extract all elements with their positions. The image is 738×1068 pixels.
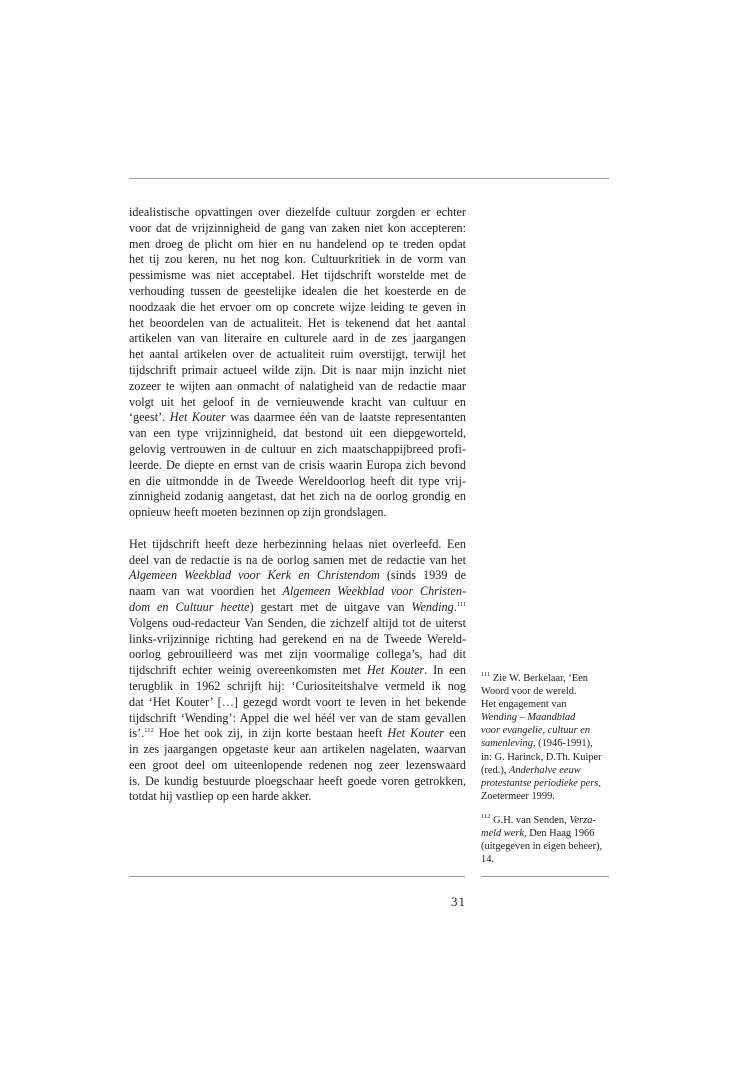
footnote-text: Zie W. Berkelaar, ‘Een <box>492 673 588 684</box>
text-line: een groot deel om uiteenlopende redenen nog zeer lezenswaard <box>129 757 466 772</box>
footnote-111-line: Zoetermeer 1999. <box>481 790 555 802</box>
footnote-text: , <box>598 777 601 789</box>
footnote-text: (red.), <box>481 764 509 776</box>
body-text <box>129 205 466 805</box>
footnote-text: , Den Haag 1966 <box>524 828 595 840</box>
text-line: zozeer te wijten aan onmacht of nalatigheid van de redactie maar <box>129 378 466 393</box>
footnote-rule <box>481 876 609 877</box>
footnote-112-line: (uitgegeven in eigen beheer), <box>481 841 603 853</box>
text-run: tijdschrift echter weinig overeenkomsten met <box>129 663 367 678</box>
footnote-number-111: 111 <box>481 671 491 678</box>
paragraph-gap <box>129 521 466 537</box>
footer-rule <box>129 876 465 877</box>
footnote-112-line <box>481 827 611 840</box>
text-line: is. De kundig bestuurde ploegschaar heeft goede voren getrokken, <box>129 773 466 788</box>
footnote-text: , (1946-1991), <box>532 738 593 750</box>
text-run: . <box>453 599 457 614</box>
text-line: zinnigheid zodanig aangetast, dat het zich na de oorlog grondig en <box>129 489 466 504</box>
footnote-111-line <box>481 724 611 737</box>
quote-geest: ‘geest’. <box>129 410 170 425</box>
text-line <box>129 726 466 742</box>
italic-title: Het Kouter <box>169 410 226 425</box>
text-run: . In een <box>424 663 467 678</box>
text-line: het tij zou keren, nu het nog kon. Cultuurkritiek in de vorm van <box>129 252 466 267</box>
footnote-111-line <box>481 737 611 750</box>
text-line: artikelen van van literaire en culturele aard in de zes jaargangen <box>129 331 466 346</box>
text-line: volgt uit het geloof in de vernieuwende kracht van cultuur en <box>129 394 466 409</box>
text-run: naam van wat voordien het <box>129 584 283 599</box>
footnote-italic: voor evangelie, cultuur en <box>481 725 591 737</box>
text-run: Hoe het ook zij, in zijn korte bestaan heeft <box>153 726 388 741</box>
text-line: Volgens oud-redacteur Van Senden, die zichzelf altijd tot de uiterst <box>129 615 466 630</box>
footnote-italic: protestantse periodieke pers <box>481 777 599 789</box>
text-line: van een type vrijzinnigheid, dat bestond uit een diepgeworteld, <box>129 426 466 441</box>
text-line <box>129 568 466 584</box>
text-run: was daarmee één van de laatste representanten <box>225 410 467 425</box>
footnote-italic: samenleving <box>481 738 533 750</box>
footnotes <box>481 672 611 866</box>
text-line: gelovig vertrouwen in de cultuur en zich maatschappijbreed profi- <box>129 441 466 456</box>
text-line: in zes jaargangen opgetaste keur aan artikelen nagelaten, waarvan <box>129 742 466 757</box>
header-rule <box>129 178 609 179</box>
italic-title: Het Kouter <box>366 663 425 678</box>
italic-title: Het Kouter <box>387 726 444 741</box>
text-line: leerde. De diepte en ernst van de crisis waarin Europa zich bevond <box>129 457 466 472</box>
text-line: tijdschrift primair actueel wilde zijn. Dit is naar mijn inzicht niet <box>129 362 466 377</box>
text-line <box>129 600 466 616</box>
text-line: Het tijdschrift heeft deze herbezinning helaas niet overleefd. Een <box>129 536 466 551</box>
italic-title: Algemeen Weekblad voor Christen- <box>282 584 466 599</box>
italic-title: dom en Cultuur heette <box>129 599 250 614</box>
text-line: verhouding tussen de geestelijke idealen die het koesterde en de <box>129 283 466 298</box>
text-line <box>129 663 466 679</box>
text-run: ) gestart met de uitgave van <box>249 599 412 614</box>
italic-title: Algemeen Weekblad voor Kerk en Christendom <box>129 568 380 583</box>
footnote-italic: Anderhalve eeuw <box>508 764 581 776</box>
text-line: tijdschrift ‘Wending’: Appel die wel héél ver van de stam gevallen <box>129 710 466 725</box>
italic-title: Wending <box>411 599 454 614</box>
footnote-text: G.H. van Senden, <box>493 814 570 826</box>
footnote-111-line <box>481 764 611 777</box>
text-line: totdat hij vastliep op een harde akker. <box>129 789 312 804</box>
footnote-111-line <box>481 777 611 790</box>
text-line: deel van de redactie is na de oorlog samen met de redactie van het <box>129 552 466 567</box>
text-line: voor dat de vrijzinnigheid de gang van zaken niet kon accepteren: <box>129 220 466 235</box>
text-line: en die uitmondde in de Tweede Wereldoorlog heeft dit type vrij- <box>129 473 466 488</box>
text-line <box>129 410 466 426</box>
text-line: idealistische opvattingen over diezelfde cultuur zorgden er echter <box>129 205 466 219</box>
text-line: dat ‘Het Kouter’ […] gezegd wordt voort te leven in het bekende <box>129 694 466 709</box>
text-run: (sinds 1939 de <box>379 568 467 583</box>
footnote-112-line <box>481 814 611 827</box>
text-run: een <box>443 726 467 741</box>
footnote-italic: Verza- <box>569 814 596 826</box>
text-run: is’. <box>129 726 145 741</box>
text-line: links-vrijzinnige richting had gerekend en na de Tweede Wereld- <box>129 631 466 646</box>
footnote-111-line: Woord voor de wereld. <box>481 686 577 698</box>
footnote-111-line: in: G. Harinck, D.Th. Kuiper <box>481 751 602 763</box>
footnote-number-112: 112 <box>481 812 491 820</box>
text-line: het aantal artikelen over de actualiteit ruim overstijgt, terwijl het <box>129 347 466 362</box>
text-line: terugblik in 1962 schrijft hij: ‘Curiositeitshalve vermeld ik nog <box>129 678 466 693</box>
footnote-111-line: Het engagement van <box>481 699 567 711</box>
text-line <box>129 584 466 600</box>
page-number: 31 <box>451 894 466 909</box>
footnote-111-line <box>481 672 611 685</box>
footnote-italic: meld werk <box>481 828 524 840</box>
text-line: pessimisme was niet acceptabel. Het tijdschrift worstelde met de <box>129 268 466 283</box>
footnote-gap <box>481 803 611 814</box>
footnote-ref-112[interactable]: 112 <box>144 727 154 735</box>
footnote-112-line: 14. <box>481 854 494 866</box>
footnote-italic: Wending – Maandblad <box>481 712 576 724</box>
text-line: opnieuw heeft moeten bezinnen op zijn grondslagen. <box>129 505 387 520</box>
footnote-111-line <box>481 711 611 724</box>
text-line: noodzaak die het ervoer om op concrete wijze leiding te geven in <box>129 299 466 314</box>
text-line: men droeg de plicht om hier en nu handelend op te treden opdat <box>129 236 466 251</box>
text-line: het beoordelen van de actualiteit. Het is tekenend dat het aantal <box>129 315 466 330</box>
text-line: oorlog gebrouilleerd was met zijn voormalige collega’s, had dit <box>129 647 466 662</box>
footnote-ref-111[interactable]: 111 <box>456 600 467 608</box>
